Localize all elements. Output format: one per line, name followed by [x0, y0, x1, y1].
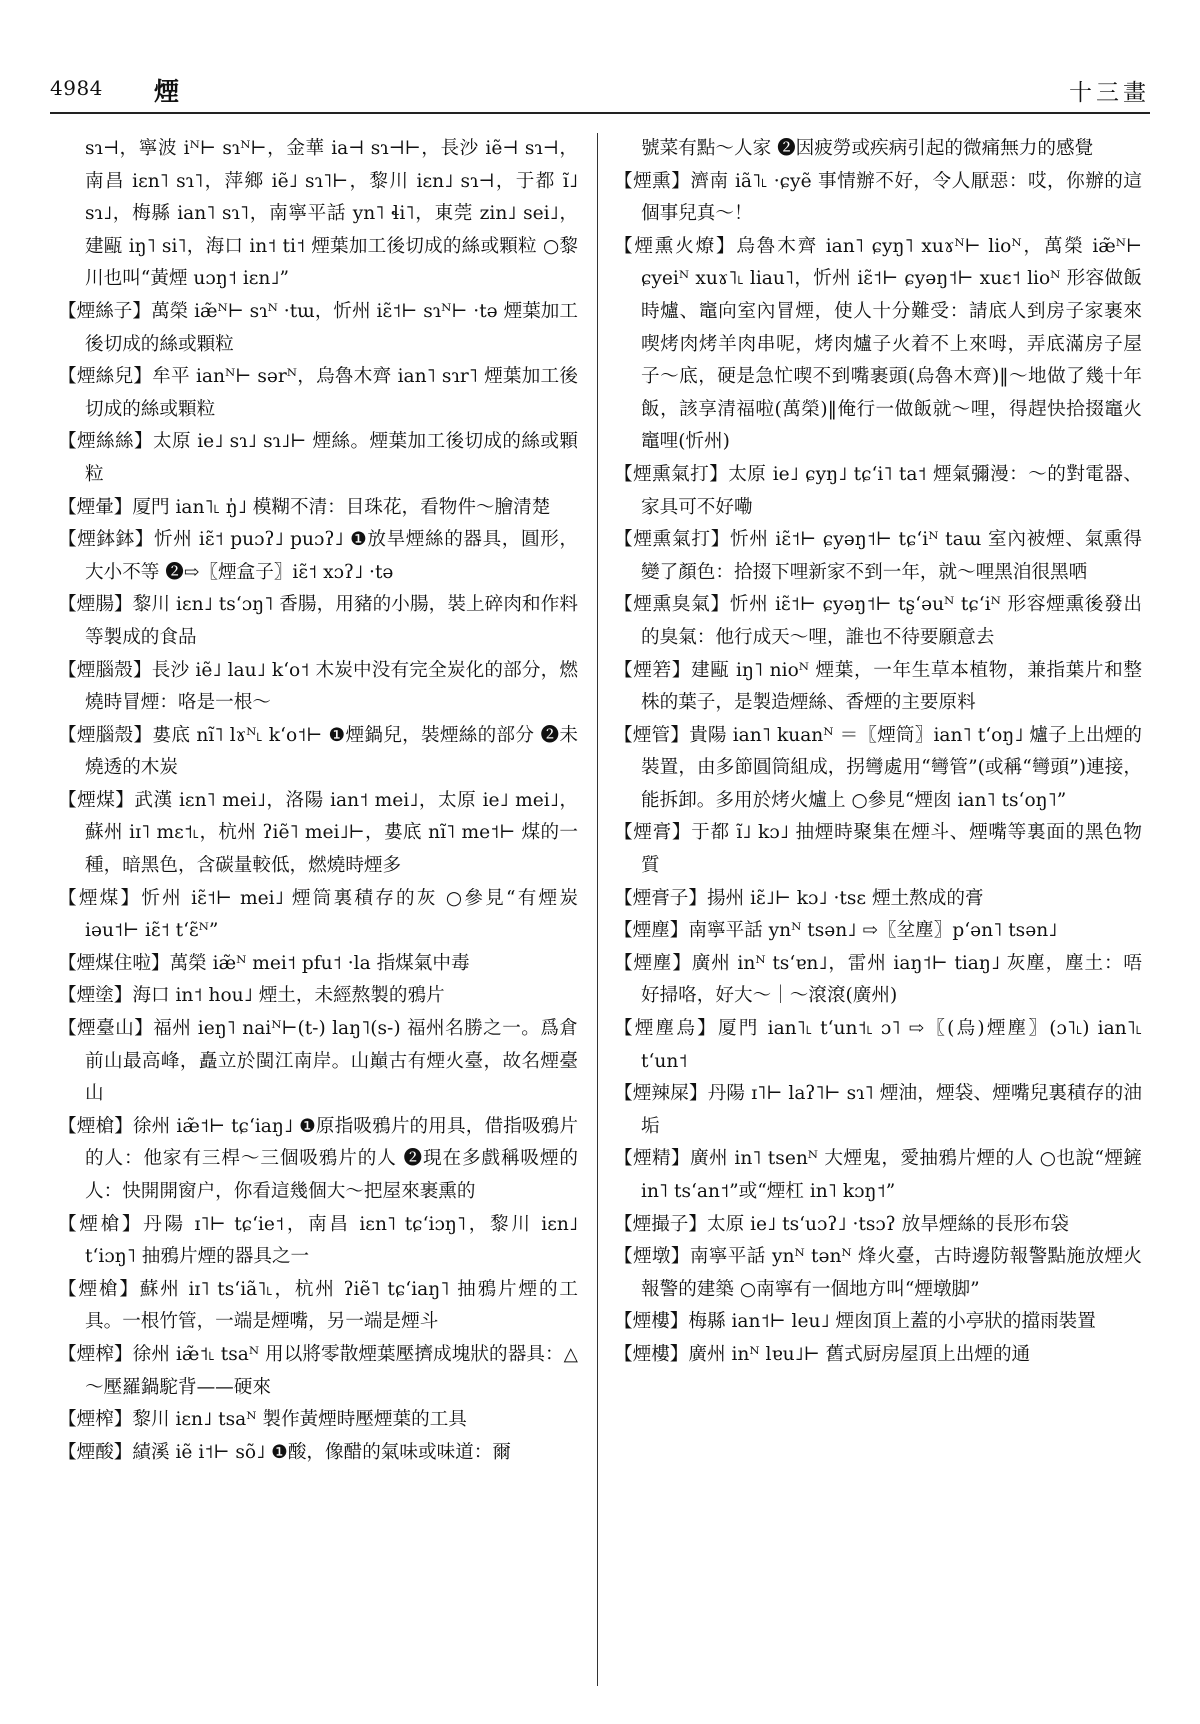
dictionary-entry: 【煙鉢鉢】忻州 iɛ̃˦ puɔʔ˩ puɔʔ˩ ❶放旱煙絲的器具，圓形，大小不等 ❷⇨〖煙盒子〗iɛ̃˦ xɔʔ˩ ·tə — [58, 529, 578, 583]
column-divider — [597, 133, 598, 1686]
dictionary-entry: 【煙榨】黎川 iɛn˩ tsaᴺ 製作黃煙時壓煙葉的工具 — [58, 1409, 467, 1431]
dictionary-entry: 【煙臺山】福州 ieŋ˥ naiᴺ⊢(t-) laŋ˥(s-) 福州名勝之一。爲倉前山最高峰，矗立於閩江南岸。山巔古有煙火臺，故名煙臺山 — [58, 1018, 578, 1105]
dictionary-entry: 【煙煤】武漢 iɛn˥ mei˩，洛陽 ian˦ mei˩，太原 ie˩ mei˩，蘇州 iɪ˥ mɛ˦˪，杭州 ʔiẽ˥ mei˩⊢，婁底 nĩ˥ me˦⊢ 煤的一種，暗黑色，含碳量較低，燃燒時煙多 — [58, 789, 578, 877]
dictionary-entry: 【煙撮子】太原 ie˩ tsʻuɔʔ˩ ·tsɔʔ 放旱煙絲的長形布袋 — [614, 1213, 1070, 1235]
dictionary-entry: 【煙熏臭氣】忻州 iɛ̃˦⊢ ɕyəŋ˦⊢ tʂʻəuᴺ tɕʻiᴺ 形容煙熏後發出的臭氣：他行成天～哩，誰也不待要願意去 — [614, 594, 1142, 648]
dictionary-entry: 【煙暈】厦門 ian˥˪ ŋ̍˩ 模糊不清：目珠花，看物件～膾清楚 — [58, 496, 551, 518]
head-character: 煙 — [154, 77, 180, 106]
right-column — [614, 133, 1142, 1372]
dictionary-entry: 【煙塵】廣州 inᴺ tsʻɐn˩，雷州 iaŋ˦⊢ tiaŋ˩ 灰塵，塵土：唔好掃咯，好大～｜～滾滾(廣州) — [614, 952, 1142, 1007]
left-column — [58, 133, 578, 1469]
dictionary-entry: 【煙槍】徐州 iæ̃˦⊢ tɕʻiaŋ˩ ❶原指吸鴉片的用具，借指吸鴉片的人：他家有三桿～三個吸鴉片的人 ❷現在多戲稱吸煙的人：快開開窗户，你看這幾個大～把屋來裹熏的 — [58, 1115, 578, 1202]
dictionary-entry: 號菜有點～人家 ❷因疲勞或疾病引起的微痛無力的感覺 — [641, 138, 1094, 159]
dictionary-entry: 【煙精】廣州 in˥ tsenᴺ 大煙鬼，愛抽鴉片煙的人 ○也說“煙鏟 in˥ tsʻan˦”或“煙杠 in˥ kɔŋ˦” — [614, 1148, 1142, 1202]
dictionary-entry: 【煙熏】濟南 iã˥˪ ·ɕyẽ 事情辦不好，令人厭惡：哎，你辦的這個事兒真～！ — [614, 170, 1142, 225]
stroke-section: 十三畫 — [1069, 80, 1150, 106]
dictionary-entry: 【煙辣屎】丹陽 ɪ˥⊢ laʔ˥⊢ sɿ˥ 煙油，煙袋、煙嘴兒裏積存的油垢 — [614, 1083, 1142, 1137]
dictionary-entry: 【煙槍】蘇州 iɪ˥ tsʻiã˥˪，杭州 ʔiẽ˥ tɕʻiaŋ˥ 抽鴉片煙的工具。一根竹管，一端是煙嘴，另一端是煙斗 — [58, 1278, 578, 1333]
dictionary-entry: sɿ⊣，寧波 iᴺ⊢ sɿᴺ⊢，金華 ia⊣ sɿ⊣⊢，長沙 iẽ⊣ sɿ⊣，南昌 iɛn˥ sɿ˥，萍鄉 iẽ˩ sɿ˥⊢，黎川 iɛn˩ sɿ⊣，于都 ĩ˩ sɿ˩，梅縣 ian˥ sɿ˥，南寧平話 yn˥ ɬi˥，東莞 zin˩ sei˩，建甌 iŋ˥ si˥，海口 in˦ ti˦ 煙葉加工後切成的絲或顆粒 ○黎川也叫“黃煙 uɔŋ˦ iɛn˩” — [85, 138, 578, 290]
dictionary-entry: 【煙膏】于都 ĩ˩ kɔ˩ 抽煙時聚集在煙斗、煙嘴等裏面的黑色物質 — [614, 822, 1142, 877]
page-header — [50, 72, 1150, 114]
dictionary-entry: 【煙樓】廣州 inᴺ lɐu˩⊢ 舊式厨房屋頂上出煙的通 — [614, 1343, 1031, 1365]
dictionary-entry: 【煙絲子】萬榮 iæ̃ᴺ⊢ sɿᴺ ·tɯ，忻州 iɛ̃˦⊢ sɿᴺ⊢ ·tə 煙葉加工後切成的絲或顆粒 — [58, 300, 578, 355]
dictionary-entry: 【煙絲絲】太原 ie˩ sɿ˩ sɿ˩⊢ 煙絲。煙葉加工後切成的絲或顆粒 — [58, 431, 578, 485]
dictionary-entry: 【煙煤住啦】萬榮 iæ̃ᴺ mei˦ pfu˦ ·la 指煤氣中毒 — [58, 952, 470, 974]
dictionary-entry: 【煙箬】建甌 iŋ˥ nioᴺ 煙葉，一年生草本植物，兼指葉片和整株的葉子，是製造煙絲、香煙的主要原料 — [614, 659, 1142, 714]
dictionary-entry: 【煙熏氣打】忻州 iɛ̃˦⊢ ɕyəŋ˦⊢ tɕʻiᴺ taɯ 室內被煙、氣熏得變了顏色：拾掇下哩新家不到一年，就～哩黑洎很黑哂 — [614, 529, 1142, 583]
dictionary-entry: 【煙熏火燎】烏魯木齊 ian˥ ɕyŋ˥ xuɤᴺ⊢ lioᴺ，萬榮 iæ̃ᴺ⊢ ɕyeiᴺ xuɤ˥˪ liau˥，忻州 iɛ̃˦⊢ ɕyəŋ˦⊢ xuɛ˦ lioᴺ 形容做飯時爐、竈向室內冒煙，使人十分難受：請底人到房子家裹來喫烤肉烤羊肉串呢，烤肉爐子火着不上來呣，弄底滿房子屋子～底，硬是急忙喫不到嘴裹頭(烏魯木齊)‖～地做了幾十年飯，該享清福啦(萬榮)‖俺行一做飯就～哩，得趕快拾掇竈火竈哩(忻州) — [614, 235, 1142, 453]
dictionary-entry: 【煙樓】梅縣 ian˦⊢ leu˩ 煙囱頂上蓋的小亭狀的擋雨裝置 — [614, 1311, 1096, 1333]
dictionary-entry: 【煙熏氣打】太原 ie˩ ɕyŋ˩ tɕʻi˥ ta˦ 煙氣彌漫：～的對電器、家具可不好嘞 — [614, 463, 1142, 518]
page-number: 4984 — [50, 76, 103, 100]
dictionary-entry: 【煙腦殼】婁底 nĩ˥ lɤᴺ˪ kʻo˦⊢ ❶煙鍋兒，裝煙絲的部分 ❷未燒透的木炭 — [58, 724, 578, 779]
dictionary-entry: 【煙酸】績溪 iẽ i˦⊢ sõ˩ ❶酸，像醋的氣味或味道：爾 — [58, 1441, 511, 1463]
dictionary-entry: 【煙絲兒】牟平 ianᴺ⊢ sərᴺ，烏魯木齊 ian˥ sɿr˥ 煙葉加工後切成的絲或顆粒 — [58, 366, 578, 420]
dictionary-entry: 【煙管】貴陽 ian˥ kuanᴺ ＝〖煙筒〗ian˥ tʻoŋ˩ 爐子上出煙的裝置，由多節圓筒組成，拐彎處用“彎管”(或稱“彎頭”)連接，能拆卸。多用於烤火爐上 ○參見“煙囱 ian˥ tsʻoŋ˥” — [614, 724, 1142, 811]
dictionary-entry: 【煙塗】海口 in˦ hou˩ 煙土，未經熬製的鴉片 — [58, 985, 445, 1007]
dictionary-entry: 【煙塵】南寧平話 ynᴺ tsən˩ ⇨〖坌塵〗pʻən˥ tsən˩ — [614, 920, 1058, 942]
dictionary-entry: 【煙腸】黎川 iɛn˩ tsʻɔŋ˥ 香腸，用豬的小腸，裝上碎肉和作料等製成的食品 — [58, 594, 578, 648]
dictionary-entry: 【煙墩】南寧平話 ynᴺ tənᴺ 烽火臺，古時邊防報警點施放煙火報警的建築 ○南寧有一個地方叫“煙墩脚” — [614, 1246, 1142, 1300]
dictionary-entry: 【煙榨】徐州 iæ̃˦˪ tsaᴺ 用以將零散煙葉壓擠成塊狀的器具：△～壓羅鍋駝背——硬來 — [58, 1343, 578, 1398]
dictionary-entry: 【煙槍】丹陽 ɪ˥⊢ tɕʻie˦，南昌 iɛn˥ tɕʻiɔŋ˥，黎川 iɛn˩ tʻiɔŋ˥ 抽鴉片煙的器具之一 — [58, 1213, 578, 1268]
dictionary-entry: 【煙塵烏】厦門 ian˥˪ tʻun˦˪ ɔ˥ ⇨〖(烏)煙塵〗(ɔ˥˪) ian˥˪ tʻun˦ — [614, 1018, 1142, 1072]
dictionary-entry: 【煙膏子】揚州 iɛ̃˩⊢ kɔ˩ ·tsɛ 煙土熬成的膏 — [614, 887, 984, 909]
dictionary-entry: 【煙煤】忻州 iɛ̃˦⊢ mei˩ 煙筒裏積存的灰 ○參見“有煙炭 iəu˦⊢ iɛ̃˦ tʻɛ̃ᴺ” — [58, 887, 578, 942]
dictionary-entry: 【煙腦殼】長沙 iẽ˩ lau˩ kʻo˦ 木炭中没有完全炭化的部分，燃燒時冒煙：咯是一根～ — [58, 659, 578, 714]
